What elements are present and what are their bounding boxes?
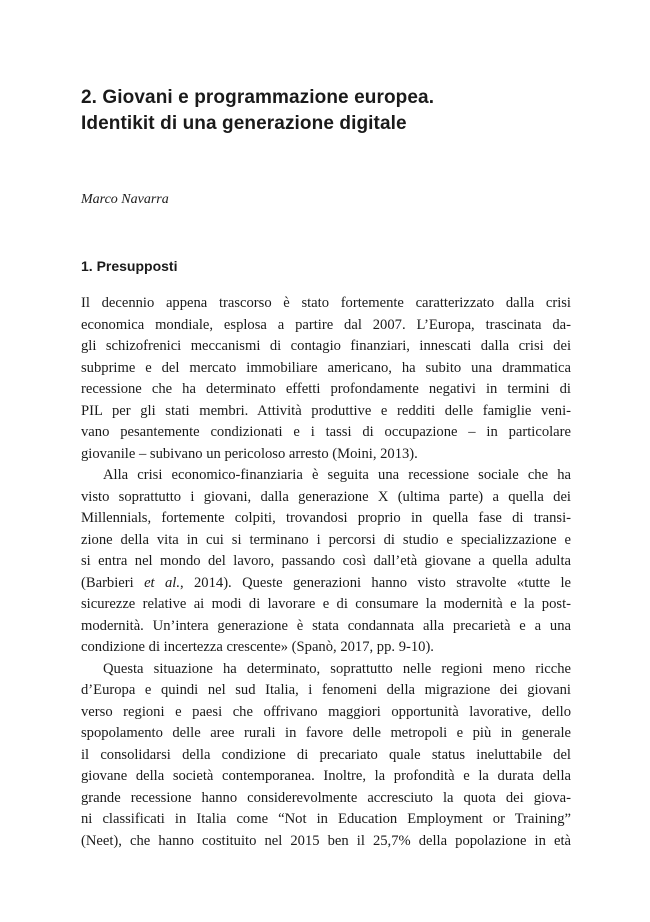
text-line: giovanile – subivano un pericoloso arresto (Moini, 2013). [81,445,418,462]
text-line: Millennials, fortemente colpiti, trovandosi proprio in quella fase di transi- [81,510,571,526]
text-line: (Barbieri et al., 2014). Queste generazioni hanno visto stravolte «tutte le [81,574,571,591]
author-name: Marco Navarra [81,192,169,207]
text-line: zione della vita in cui si terminano i percorsi di studio e specializzazione e [81,531,571,548]
text-line: Alla crisi economico-finanziaria è seguita una recessione sociale che ha [103,467,571,483]
text-line: economica mondiale, esplosa a partire dal 2007. L’Europa, trascinata da- [81,316,571,333]
text-line: spopolamento delle aree rurali in favore delle metropoli e più in generale [81,725,571,741]
chapter-title-line-2: Identikit di una generazione digitale [81,113,407,134]
text-line: ni classificati in Italia come “Not in Education Employment or Training” [81,811,571,827]
text-line: verso regioni e paesi che offrivano maggiori opportunità lavorative, dello [81,703,571,720]
body-text [81,293,571,852]
text-line: (Neet), che hanno costituito nel 2015 ben il 25,7% della popolazione in età [81,832,571,849]
text-line: sicurezze relative ai modi di lavorare e di consumare la modernità e la post- [81,596,571,612]
section-heading: 1. Presupposti [81,258,178,274]
text-line: il consolidarsi della condizione di precariato quale status ineluttabile del [81,746,571,763]
text-line: gli schizofrenici meccanismi di contagio finanziari, innescati dalla crisi dei [81,338,571,354]
text-line: subprime e del mercato immobiliare americano, ha subito una drammatica [81,359,571,376]
text-line: visto soprattutto i giovani, dalla generazione X (ultima parte) a quella dei [81,488,571,505]
text-line: condizione di incertezza crescente» (Spanò, 2017, pp. 9-10). [81,639,434,655]
text-line: grande recessione hanno considerevolmente accresciuto la quota dei giova- [81,789,571,806]
text-line: recessione che ha determinato effetti profondamente negativi in termini di [81,381,571,397]
text-line: giovane della società contemporanea. Inoltre, la profondità e la durata della [81,768,571,784]
citation-italic: et al. [144,574,180,591]
text-line: PIL per gli stati membri. Attività produttive e redditi delle famiglie veni- [81,402,571,419]
text-line: Il decennio appena trascorso è stato fortemente caratterizzato dalla crisi [81,295,571,311]
text-line: modernità. Un’intera generazione è stata condannata alla precarietà e a una [81,617,571,634]
text-line: Questa situazione ha determinato, soprattutto nelle regioni meno ricche [103,660,571,677]
text-line: d’Europa e quindi nel sud Italia, i fenomeni della migrazione dei giovani [81,682,571,698]
chapter-title [81,85,581,137]
text-line: si entra nel mondo del lavoro, passando così dall’età giovane a quella adulta [81,553,571,569]
text-line: vano pesantemente condizionati e i tassi di occupazione – in particolare [81,424,571,440]
chapter-title-line-1: 2. Giovani e programmazione europea. [81,87,435,108]
